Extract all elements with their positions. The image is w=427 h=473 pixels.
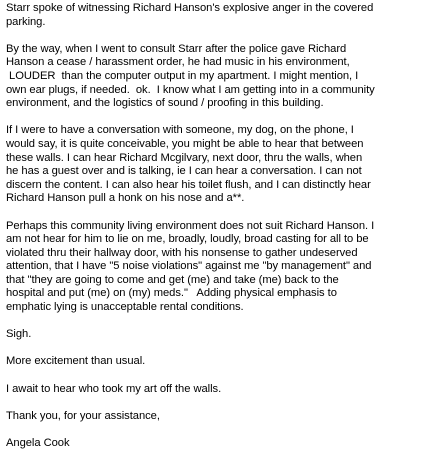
- text-line: Richard Hanson pull a honk on his nose and a**.: [6, 192, 245, 205]
- text-line: environment, and the logistics of sound / proofing in this building.: [6, 97, 324, 110]
- text-line: he has a guest over and is talking, ie I can hear a conversation. I can not: [6, 165, 362, 178]
- text-line: that "they are going to come and get (me) and take (me) back to the: [6, 273, 339, 286]
- text-line: parking.: [6, 15, 46, 28]
- text-line: emphatic lying is unacceptable rental conditions.: [6, 301, 244, 314]
- text-line: LOUDER than the computer output in my apartment. I might mention, I: [6, 69, 359, 82]
- paragraph-hearing-through-walls: [6, 124, 421, 206]
- signature-name: [6, 437, 421, 451]
- text-line: Thank you, for your assistance,: [6, 409, 160, 422]
- text-line: would say, it is quite conceivable, you might be able to hear that between: [6, 137, 364, 150]
- text-line: Angela Cook: [6, 437, 70, 449]
- text-line: am not hear for him to lie on me, broadly, loudly, broad casting for all to be: [6, 233, 369, 246]
- text-line: attention, that I have "5 noise violations" against me "by management" and: [6, 260, 372, 273]
- text-line: Perhaps this community living environment does not suit Richard Hanson. I: [6, 219, 375, 232]
- text-line: By the way, when I went to consult Starr after the police gave Richard: [6, 42, 347, 55]
- text-line: own ear plugs, if needed. ok. I know what I am getting into in a community: [6, 83, 375, 96]
- text-line: hospital and put (me) on (my) meds." Adding physical emphasis to: [6, 287, 337, 300]
- text-line: discern the content. I can also hear his toilet flush, and I can distinctly hear: [6, 178, 371, 191]
- text-line: If I were to have a conversation with someone, my dog, on the phone, I: [6, 124, 354, 137]
- text-line: Sigh.: [6, 328, 32, 341]
- paragraph-art-off-walls: [6, 383, 421, 397]
- paragraph-community-environment: [6, 220, 421, 315]
- closing-line: [6, 410, 421, 424]
- text-line: I await to hear who took my art off the walls.: [6, 382, 222, 395]
- paragraph-excitement: [6, 355, 421, 369]
- text-line: violated thru their hallway door, with his nonsense to gather undeserved: [6, 246, 358, 259]
- text-line: these walls. I can hear Richard Mcgilvary, next door, thru the walls, when: [6, 151, 363, 164]
- paragraph-covered-parking: [6, 2, 421, 29]
- text-line: More excitement than usual.: [6, 355, 146, 368]
- paragraph-music-loudness: [6, 43, 421, 111]
- text-line: Starr spoke of witnessing Richard Hanson's explosive anger in the covered: [6, 2, 374, 14]
- text-line: Hanson a cease / harassment order, he had music in his environment,: [6, 56, 350, 69]
- paragraph-sigh: [6, 328, 421, 342]
